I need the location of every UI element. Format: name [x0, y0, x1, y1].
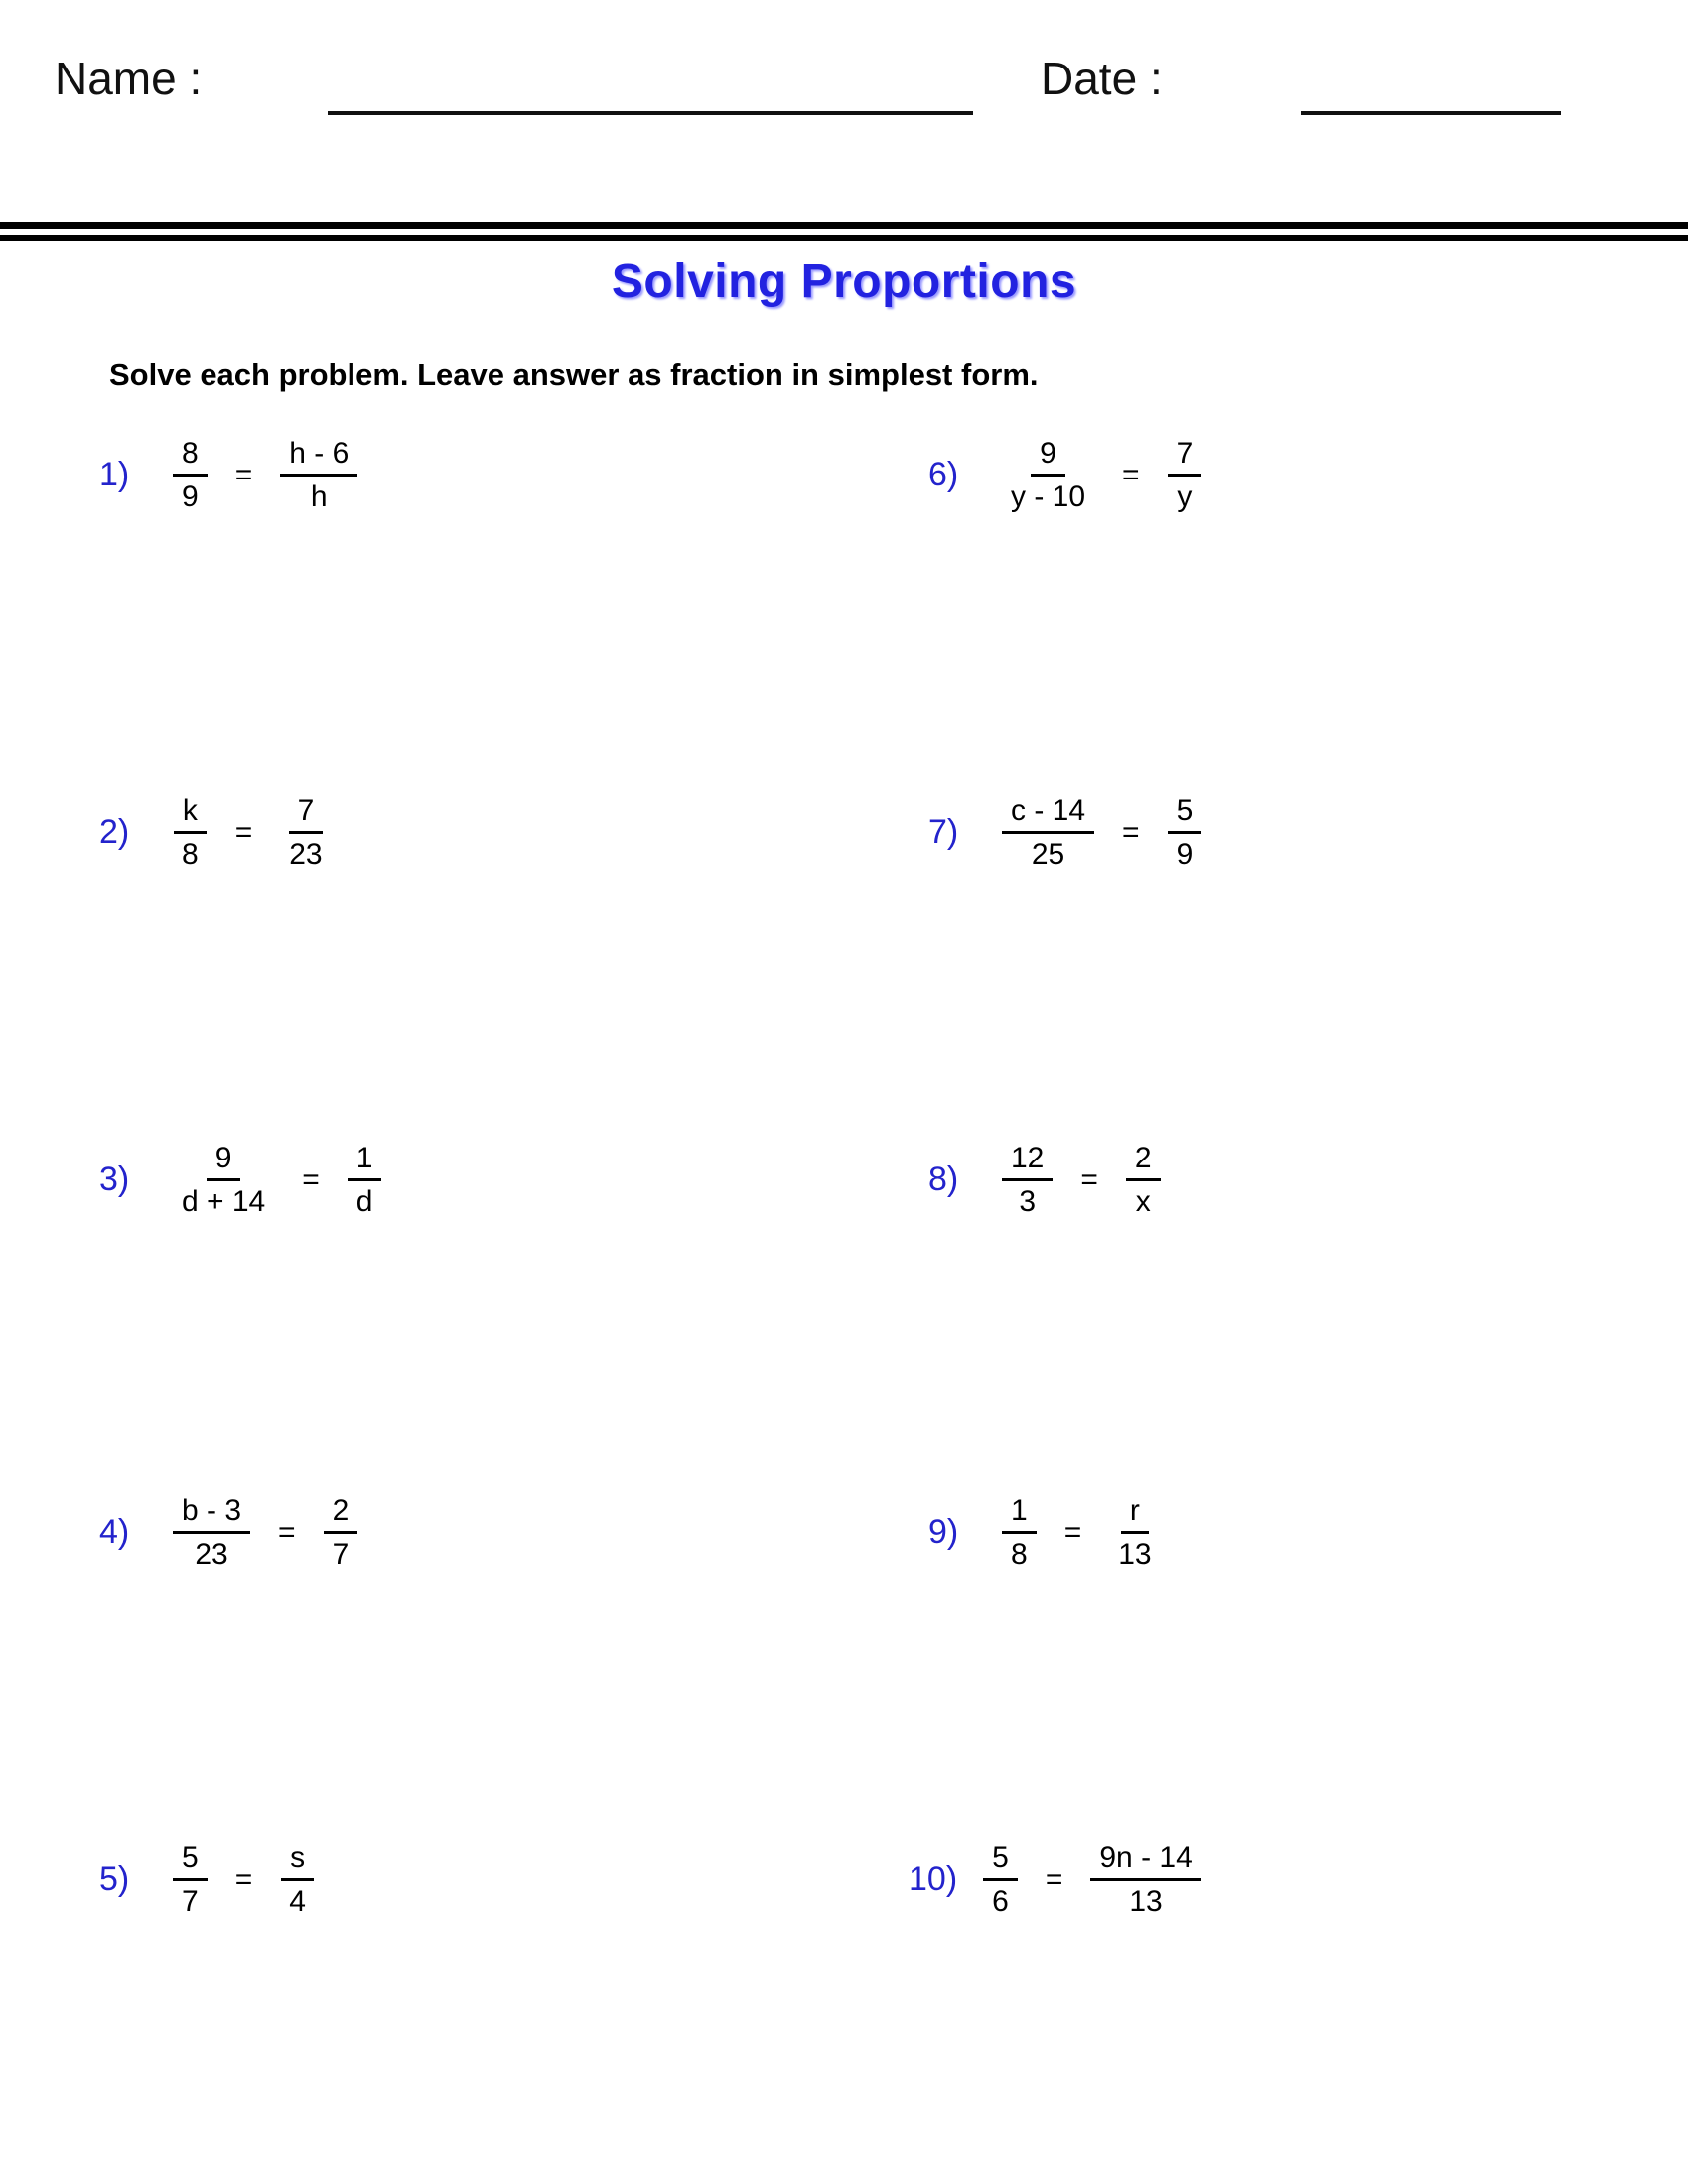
fraction-rhs [280, 1842, 315, 1918]
fraction-denominator: 7 [332, 1538, 350, 1570]
problem-number: 6) [928, 456, 959, 493]
fraction-rhs [1168, 794, 1202, 871]
fraction-numerator: k [174, 794, 207, 834]
problem-number: 10) [909, 1860, 958, 1898]
problem-5 [99, 1842, 315, 1918]
fraction-lhs [1002, 794, 1094, 871]
fraction-denominator: y - 10 [1011, 480, 1086, 513]
fraction-rhs [1168, 437, 1202, 513]
fraction-rhs [1090, 1842, 1200, 1918]
problem-number: 9) [928, 1513, 959, 1551]
equals-sign: = [302, 1162, 320, 1196]
problem-number: 7) [928, 813, 959, 851]
fraction-numerator: 5 [1168, 794, 1202, 834]
problem-number: 4) [99, 1513, 130, 1551]
fraction-denominator: 9 [182, 480, 199, 513]
fraction-numerator: h - 6 [280, 437, 357, 477]
fraction-lhs [173, 437, 208, 513]
fraction-denominator: 13 [1118, 1538, 1152, 1570]
fraction-numerator: 2 [1126, 1142, 1161, 1181]
instructions-text: Solve each problem. Leave answer as fraction in simplest form. [109, 357, 1039, 392]
equals-sign: = [1080, 1162, 1098, 1196]
fraction-lhs [173, 1142, 274, 1218]
fraction-lhs [173, 1494, 250, 1570]
equals-sign: = [234, 458, 253, 491]
fraction-denominator: 25 [1031, 838, 1065, 871]
fraction-denominator: 23 [195, 1538, 228, 1570]
equals-sign: = [1045, 1862, 1063, 1896]
fraction-denominator: 7 [182, 1885, 199, 1918]
fraction-denominator: 9 [1176, 838, 1194, 871]
fraction-rhs [1109, 1494, 1160, 1570]
equals-sign: = [278, 1515, 296, 1549]
fraction-numerator: 5 [173, 1842, 208, 1881]
equals-sign: = [1063, 1515, 1082, 1549]
fraction-numerator: b - 3 [173, 1494, 250, 1534]
fraction-rhs [1126, 1142, 1161, 1218]
fraction-numerator: 8 [173, 437, 208, 477]
header-divider-double-rule [0, 222, 1688, 241]
fraction-numerator: 2 [324, 1494, 358, 1534]
problem-6 [928, 437, 1201, 513]
fraction-lhs [173, 794, 208, 871]
problem-number: 8) [928, 1160, 959, 1198]
fraction-numerator: 9 [1031, 437, 1065, 477]
fraction-numerator: r [1121, 1494, 1149, 1534]
worksheet-title: Solving Proportions [611, 255, 1077, 308]
fraction-rhs [280, 794, 331, 871]
fraction-denominator: 6 [992, 1885, 1009, 1918]
fraction-denominator: d [355, 1185, 373, 1218]
fraction-numerator: 12 [1002, 1142, 1053, 1181]
fraction-numerator: s [281, 1842, 314, 1881]
name-blank-line [328, 111, 973, 115]
problem-10 [909, 1842, 1201, 1918]
fraction-lhs [173, 1842, 208, 1918]
problem-number: 3) [99, 1160, 130, 1198]
fraction-numerator: c - 14 [1002, 794, 1094, 834]
date-blank-line [1301, 111, 1561, 115]
equals-sign: = [1122, 458, 1140, 491]
fraction-numerator: 1 [348, 1142, 382, 1181]
fraction-rhs [280, 437, 357, 513]
problem-3 [99, 1142, 381, 1218]
fraction-denominator: 13 [1129, 1885, 1163, 1918]
problem-7 [928, 794, 1201, 871]
fraction-denominator: 3 [1019, 1185, 1037, 1218]
equals-sign: = [234, 815, 253, 849]
fraction-numerator: 9n - 14 [1090, 1842, 1200, 1881]
fraction-numerator: 7 [1168, 437, 1202, 477]
problem-number: 2) [99, 813, 130, 851]
fraction-lhs [1002, 437, 1094, 513]
fraction-denominator: y [1177, 480, 1193, 513]
fraction-denominator: x [1135, 1185, 1151, 1218]
problem-number: 1) [99, 456, 130, 493]
fraction-numerator: 1 [1002, 1494, 1037, 1534]
fraction-numerator: 5 [983, 1842, 1018, 1881]
fraction-denominator: d + 14 [182, 1185, 266, 1218]
fraction-denominator: 4 [289, 1885, 306, 1918]
fraction-denominator: 8 [1011, 1538, 1028, 1570]
name-label: Name : [55, 53, 203, 104]
problem-number: 5) [99, 1860, 130, 1898]
fraction-numerator: 9 [207, 1142, 241, 1181]
date-label: Date : [1041, 53, 1163, 104]
fraction-denominator: h [310, 480, 328, 513]
problem-9 [928, 1494, 1161, 1570]
problem-1 [99, 437, 357, 513]
equals-sign: = [234, 1862, 253, 1896]
fraction-lhs [1002, 1142, 1053, 1218]
problem-8 [928, 1142, 1161, 1218]
fraction-denominator: 23 [289, 838, 323, 871]
problem-2 [99, 794, 332, 871]
fraction-lhs [983, 1842, 1018, 1918]
fraction-lhs [1002, 1494, 1037, 1570]
equals-sign: = [1122, 815, 1140, 849]
fraction-numerator: 7 [289, 794, 324, 834]
fraction-rhs [324, 1494, 358, 1570]
problem-4 [99, 1494, 357, 1570]
fraction-rhs [348, 1142, 382, 1218]
fraction-denominator: 8 [182, 838, 199, 871]
